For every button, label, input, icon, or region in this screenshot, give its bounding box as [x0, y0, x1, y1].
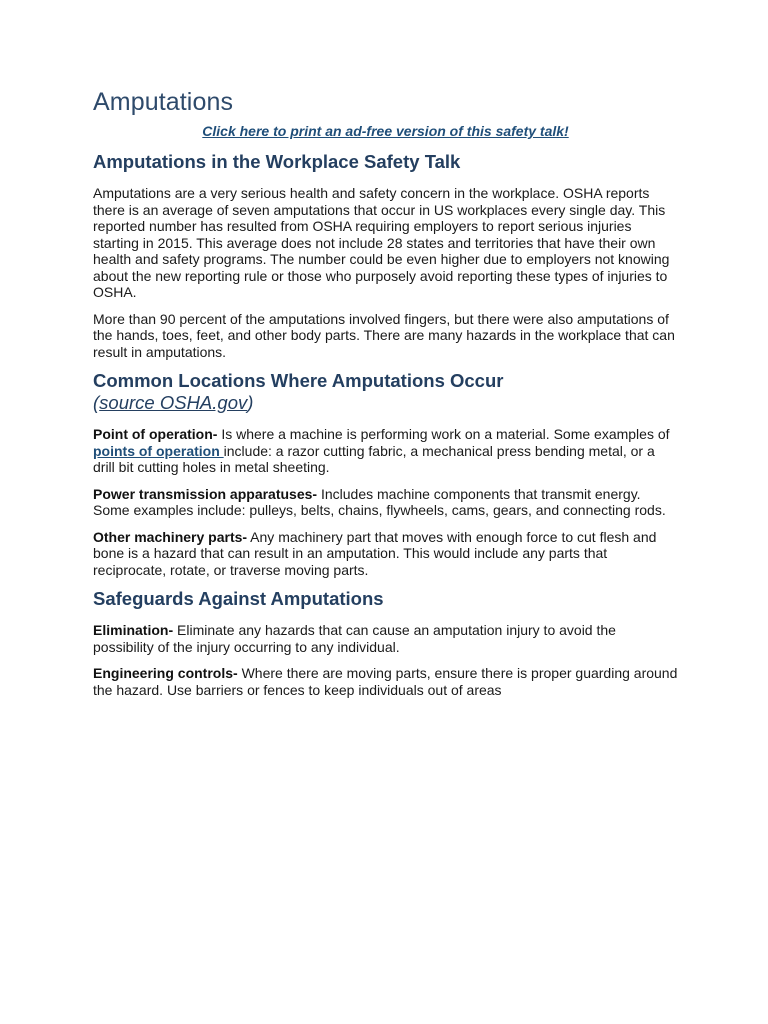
point-of-operation-term: Point of operation-: [93, 426, 218, 442]
fingers-paragraph: More than 90 percent of the amputations involved fingers, but there were also amputations of the hands, toes, feet, and other body parts. There are many hazards in the workplace that can result in amputations.: [93, 310, 675, 360]
section-heading-common-locations: [93, 370, 678, 414]
point-of-operation-paragraph: Point of operation- Is where a machine is performing work on a material. Some examples of points of operation include: a razor cutting fabric, a mechanical press bending metal, or a drill bit cutting holes in metal sheeting.: [93, 426, 670, 475]
intro-paragraph: Amputations are a very serious health and safety concern in the workplace. OSHA reports there is an average of seven amputations that occur in US workplaces every single day. This reported number has resulted from OSHA requiring employers to report serious injuries starting in 2015. This average does not include 28 states and territories that have their own health and safety programs. The number could be even higher due to employers not knowing about the new reporting rule or those who purposely avoid reporting these types of injuries to OSHA.: [93, 185, 670, 300]
engineering-controls-term: Engineering controls-: [93, 665, 238, 681]
elimination-paragraph: Elimination- Eliminate any hazards that can cause an amputation injury to avoid the possibility of the injury occurring to any individual.: [93, 622, 616, 655]
source-citation: (source OSHA.gov): [93, 392, 254, 413]
power-transmission-paragraph: Power transmission apparatuses- Includes machine components that transmit energy. Some examples include: pulleys, belts, chains, flywheels, cams, gears, and connecting rods.: [93, 485, 666, 518]
section-heading-workplace-safety-talk: Amputations in the Workplace Safety Talk: [93, 151, 461, 172]
other-machinery-paragraph: Other machinery parts- Any machinery part that moves with enough force to cut flesh and bone is a hazard that can result in an amputation. This would include any parts that reciprocate, rotate, or traverse moving parts.: [93, 528, 657, 578]
page-title: Amputations: [93, 88, 234, 116]
elimination-term: Elimination-: [93, 622, 174, 638]
print-ad-free-link[interactable]: Click here to print an ad-free version of this safety talk!: [202, 123, 569, 139]
section-heading-safeguards: Safeguards Against Amputations: [93, 588, 384, 609]
engineering-controls-paragraph: Engineering controls- Where there are moving parts, ensure there is proper guarding around the hazard. Use barriers or fences to keep individuals out of areas: [93, 665, 678, 698]
document-page: [93, 86, 678, 708]
source-osha-link[interactable]: source OSHA.gov: [99, 392, 248, 413]
power-transmission-term: Power transmission apparatuses-: [93, 485, 318, 502]
common-locations-heading-text: Common Locations Where Amputations Occur: [93, 370, 504, 391]
other-machinery-term: Other machinery parts-: [93, 528, 248, 545]
points-of-operation-link[interactable]: points of operation: [93, 442, 224, 459]
